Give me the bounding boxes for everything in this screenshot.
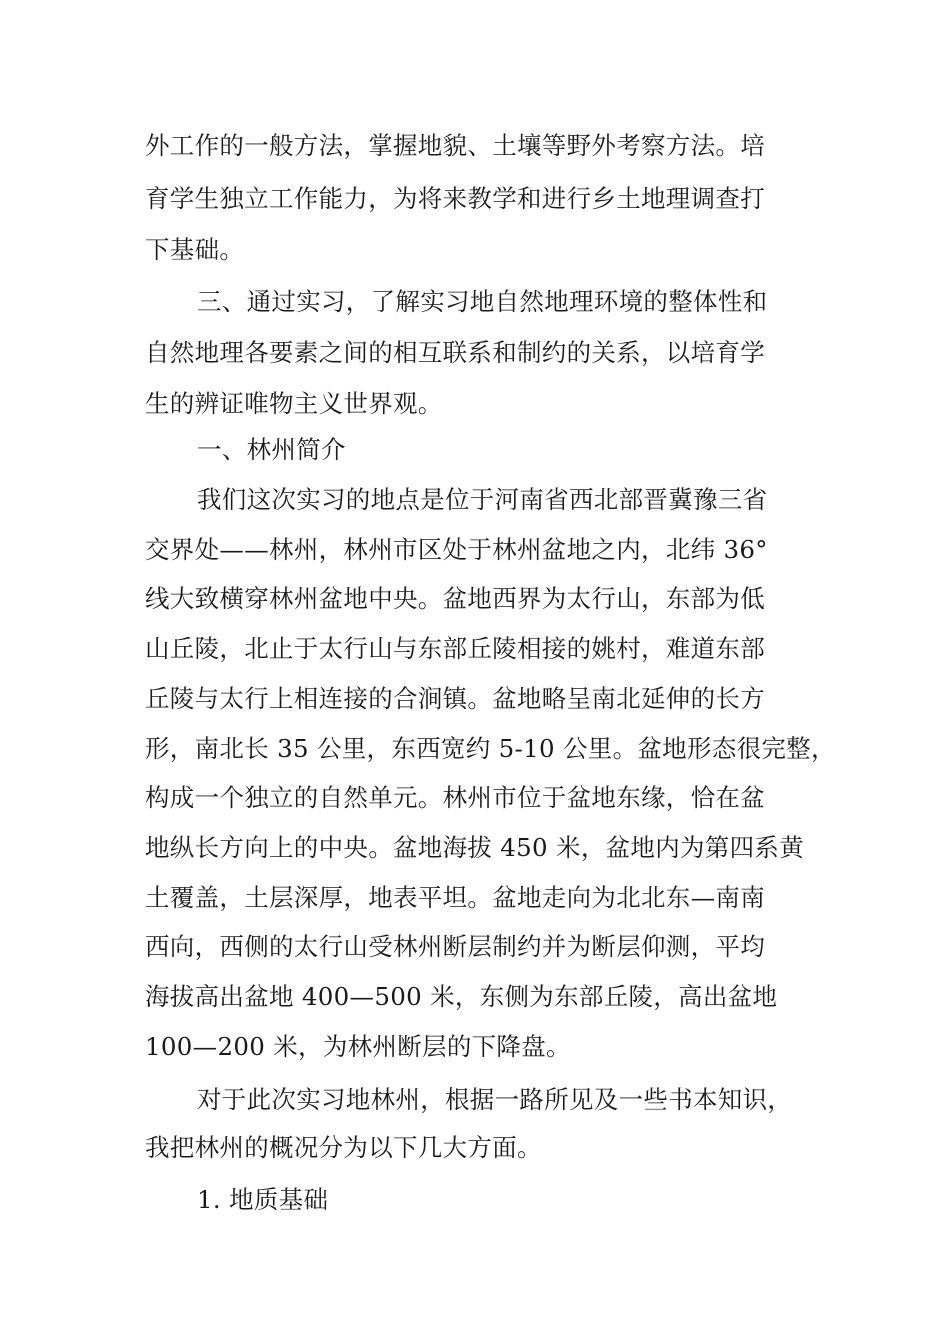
body-line: 下基础。 (145, 235, 245, 264)
body-line: 线大致横穿林州盆地中央。盆地西界为太行山，东部为低 (145, 584, 765, 613)
body-line: 土覆盖，土层深厚，地表平坦。盆地走向为北北东—南南 (145, 883, 765, 912)
body-line: 交界处——林州，林州市区处于林州盆地之内，北纬 36° (145, 535, 768, 564)
body-line: 育学生独立工作能力，为将来教学和进行乡土地理调查打 (145, 184, 765, 213)
body-line: 自然地理各要素之间的相互联系和制约的关系，以培育学 (145, 338, 765, 367)
body-line: 构成一个独立的自然单元。林州市位于盆地东缘，恰在盆 (145, 783, 765, 812)
body-line: 形，南北长 35 公里，东西宽约 5-10 公里。盆地形态很完整， (145, 734, 836, 763)
body-line: 我们这次实习的地点是位于河南省西北部晋冀豫三省 (197, 485, 768, 514)
body-line: 我把林州的概况分为以下几大方面。 (145, 1133, 542, 1162)
body-line: 对于此次实习地林州，根据一路所见及一些书本知识， (197, 1085, 793, 1114)
body-line: 山丘陵，北止于太行山与东部丘陵相接的姚村，难道东部 (145, 634, 765, 663)
body-line: 生的辨证唯物主义世界观。 (145, 389, 443, 418)
body-line: 100—200 米，为林州断层的下降盘。 (145, 1032, 571, 1061)
body-line: 西向，西侧的太行山受林州断层制约并为断层仰测，平均 (145, 932, 765, 961)
subsection-heading-geology: 1. 地质基础 (197, 1185, 329, 1214)
section-three-paragraph: 三、通过实习，了解实习地自然地理环境的整体性和 (197, 287, 768, 316)
body-line: 地纵长方向上的中央。盆地海拔 450 米，盆地内为第四系黄 (145, 833, 805, 862)
body-line: 海拔高出盆地 400—500 米，东侧为东部丘陵，高出盆地 (145, 982, 778, 1011)
section-heading-linzhou-intro: 一、林州简介 (197, 435, 346, 464)
body-line: 丘陵与太行上相连接的合涧镇。盆地略呈南北延伸的长方 (145, 684, 765, 713)
body-line: 外工作的一般方法，掌握地貌、土壤等野外考察方法。培 (145, 131, 765, 160)
